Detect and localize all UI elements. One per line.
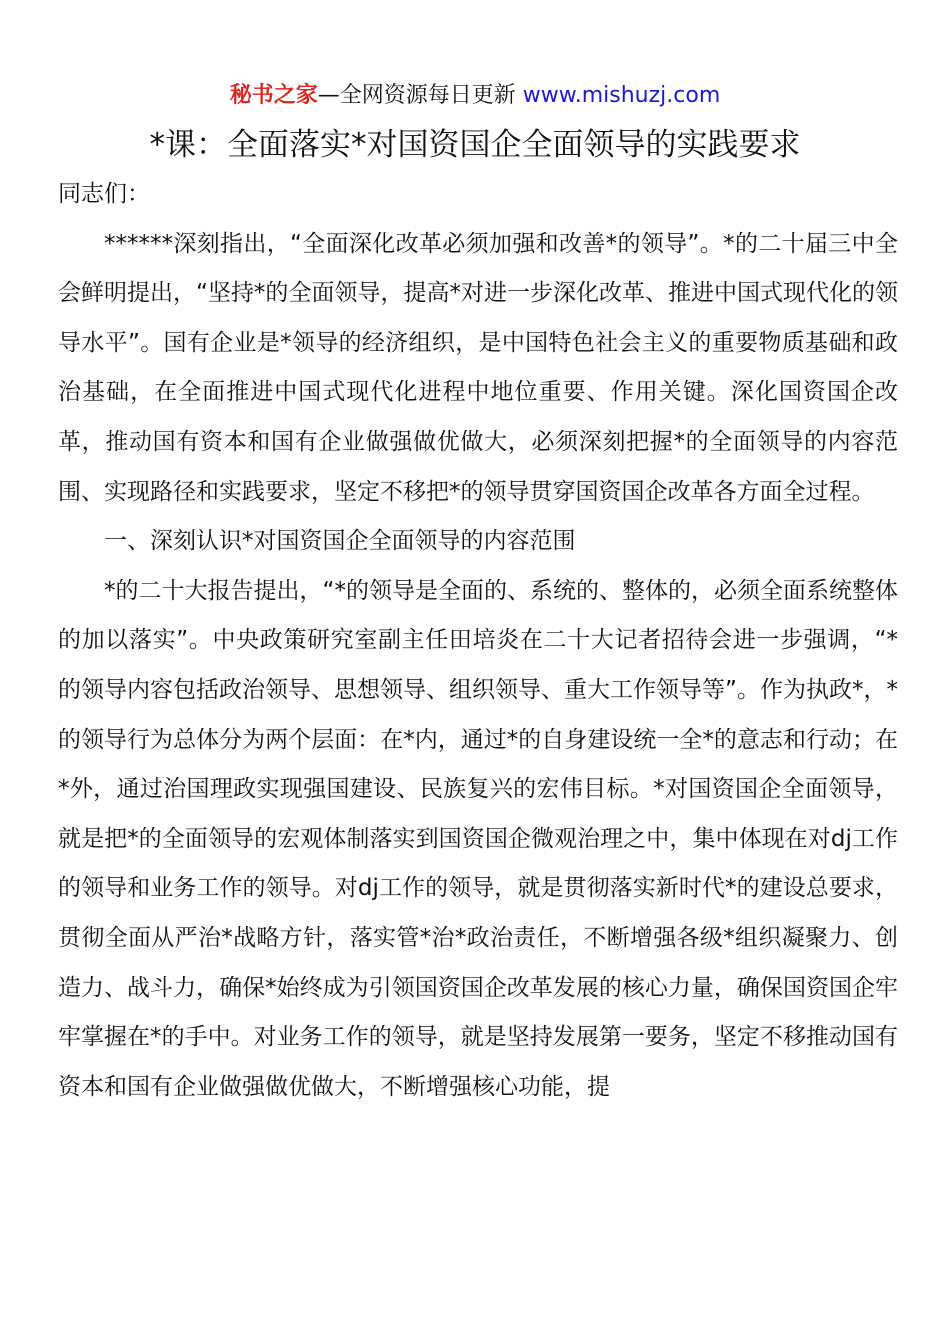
site-url-link[interactable]: www.mishuzj.com <box>522 83 721 108</box>
site-tagline: —全网资源每日更新 <box>317 83 516 108</box>
site-header <box>0 80 950 112</box>
paragraph-section-1: *的二十大报告提出，“*的领导是全面的、系统的、整体的，必须全面系统整体的加以落实”。中央政策研究室副主任田培炎在二十大记者招待会进一步强调，“*的领导内容包括政治领导、思想领导、组织领导、重大工作领导等”。作为执政*，*的领导行为总体分为两个层面：在*内，通过*的自身建设统一全*的意志和行动；在*外，通过治国理政实现强国建设、民族复兴的宏伟目标。*对国资国企全面领导，就是把*的全面领导的宏观体制落实到国资国企微观治理之中，集中体现在对dj工作的领导和业务工作的领导。对dj工作的领导，就是贯彻落实新时代*的建设总要求，贯彻全面从严治*战略方针，落实管*治*政治责任，不断增强各级*组织凝聚力、创造力、战斗力，确保*始终成为引领国资国企改革发展的核心力量，确保国资国企牢牢掌握在*的手中。对业务工作的领导，就是坚持发展第一要务，坚定不移推动国有资本和国有企业做强做优做大，不断增强核心功能，提 <box>58 577 898 1100</box>
site-brand: 秘书之家 <box>229 83 318 108</box>
section-heading-1: 一、深刻认识*对国资国企全面领导的内容范围 <box>104 528 576 555</box>
document-title: *课：全面落实*对国资国企全面领导的实践要求 <box>149 127 801 163</box>
document-body <box>58 170 898 1112</box>
paragraph-intro: ******深刻指出，“全面深化改革必须加强和改善*的领导”。*的二十届三中全会鲜明提出，“坚持*的全面领导，提高*对进一步深化改革、推进中国式现代化的领导水平”。国有企业是*领导的经济组织，是中国特色社会主义的重要物质基础和政治基础，在全面推进中国式现代化进程中地位重要、作用关键。深化国资国企改革，推动国有资本和国有企业做强做优做大，必须深刻把握*的全面领导的内容范围、实现路径和实践要求，坚定不移把*的领导贯穿国资国企改革各方面全过程。 <box>58 230 898 505</box>
salutation: 同志们： <box>58 181 150 207</box>
